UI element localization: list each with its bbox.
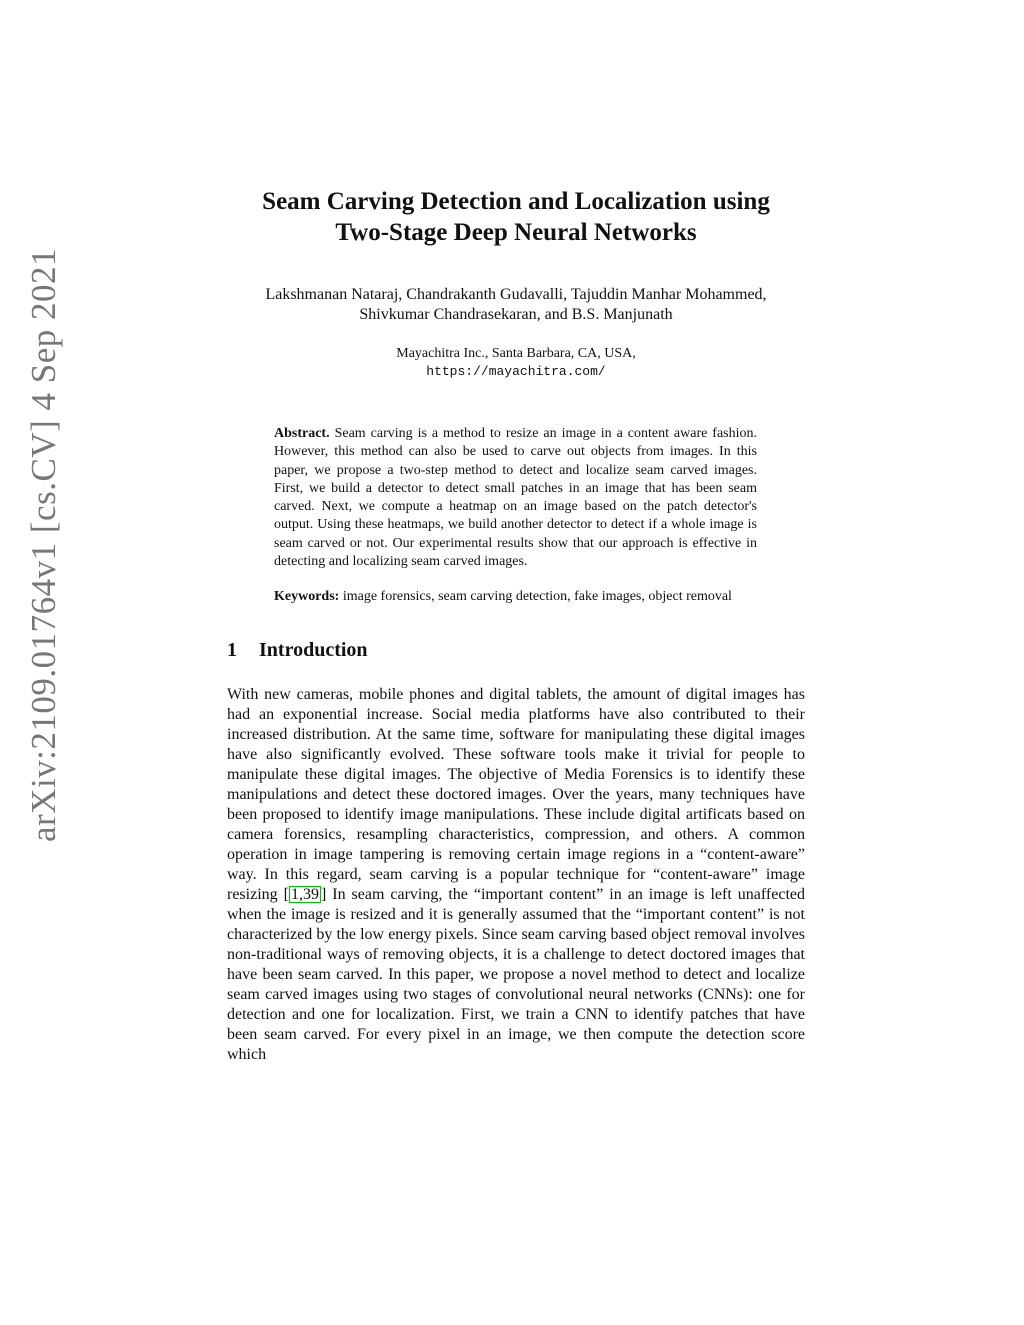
affiliation-url[interactable]: https://mayachitra.com/ bbox=[426, 364, 606, 379]
intro-text-part-2: In seam carving, the “important content” in an image is left unaffected when the image is resized and it is generally assumed that the “important content” is not characterized by the low energy pixels. Since seam carving based object removal involves non-traditional ways of removing objects, it is a challenge to detect doctored images that have been seam carved. In this paper, we propose a novel method to detect and localize seam carved images using two stages of convolutional neural networks (CNNs): one for detection and one for localization. First, we train a CNN to identify patches that have been seam carved. For every pixel in an image, we then compute the detection score which bbox=[227, 885, 805, 1063]
citation-link[interactable]: 1,39 bbox=[290, 885, 319, 903]
section-title: Introduction bbox=[259, 638, 368, 661]
paper-page bbox=[227, 186, 805, 1081]
title-line-2: Two-Stage Deep Neural Networks bbox=[335, 219, 697, 246]
abstract bbox=[274, 425, 757, 571]
keywords-label: Keywords: bbox=[274, 589, 340, 605]
affiliation-org: Mayachitra Inc., Santa Barbara, CA, USA, bbox=[396, 346, 636, 361]
authors-line-2: Shivkumar Chandrasekaran, and B.S. Manjunath bbox=[359, 306, 673, 323]
author-list bbox=[227, 285, 805, 325]
arxiv-side-identifier bbox=[20, 155, 68, 935]
section-number: 1 bbox=[227, 638, 237, 661]
arxiv-id-text: arXiv:2109.01764v1 [cs.CV] 4 Sep 2021 bbox=[24, 247, 63, 842]
abstract-text: Seam carving is a method to resize an image in a content aware fashion. However, this method can also be used to carve out objects from images. In this paper, we propose a two-step method to detect and localize seam carved images. First, we build a detector to detect small patches in an image that has been seam carved. Next, we compute a heatmap on an image based on the patch detector's output. Using these heatmaps, we build another detector to detect if a whole image is seam carved or not. Our experimental results show that our approach is effective in detecting and localizing seam carved images. bbox=[274, 426, 758, 570]
intro-text-part-1: With new cameras, mobile phones and digital tablets, the amount of digital images has had an exponential increase. Social media platforms have also contributed to their increased distribution. At the same time, software for manipulating these digital images have also significantly evolved. These software tools make it trivial for people to manipulate these digital images. The objective of Media Forensics is to identify these manipulations and detect these doctored images. Over the years, many techniques have been proposed to identify image manipulations. These include digital artificats based on camera forensics, resampling characteristics, compression, and others. A common operation in image tampering is removing certain image regions in a “content-aware” way. In this regard, seam carving is a popular technique for “content-aware” image resizing bbox=[227, 685, 805, 903]
introduction-paragraph: With new cameras, mobile phones and digital tablets, the amount of digital images has had an exponential increase. Social media platforms have also contributed to their increased distribution. At the same time, software for manipulating these digital images have also significantly evolved. These software tools make it trivial for people to manipulate these digital images. The objective of Media Forensics is to identify these manipulations and detect these doctored images. Over the years, many techniques have been proposed to identify image manipulations. These include digital artificats based on camera forensics, resampling characteristics, compression, and others. A common operation in image tampering is removing certain image regions in a “content-aware” way. In this regard, seam carving is a popular technique for “content-aware” image resizing [ 1,39 ] In seam carving, the “important content” in an image is left unaffected when the image is resized and it is generally assumed that the “important content” is not characterized by the low energy pixels. Since seam carving based object removal involves non-traditional ways of removing objects, it is a challenge to detect doctored images that have been seam carved. In this paper, we propose a novel method to detect and localize seam carved images using two stages of convolutional neural networks (CNNs): one for detection and one for localization. First, we train a CNN to identify patches that have been seam carved. For every pixel in an image, we then compute the detection score which bbox=[227, 685, 805, 1063]
keywords-text: image forensics, seam carving detection, fake images, object removal bbox=[342, 589, 732, 605]
affiliation bbox=[227, 345, 805, 363]
authors-line-1: Lakshmanan Nataraj, Chandrakanth Gudavalli, Tajuddin Manhar Mohammed, bbox=[265, 286, 767, 303]
keywords bbox=[274, 588, 757, 606]
title-line-1: Seam Carving Detection and Localization using bbox=[262, 188, 770, 215]
abstract-label: Abstract. bbox=[274, 426, 330, 441]
section-heading-introduction bbox=[227, 638, 805, 662]
paper-title bbox=[227, 186, 805, 248]
